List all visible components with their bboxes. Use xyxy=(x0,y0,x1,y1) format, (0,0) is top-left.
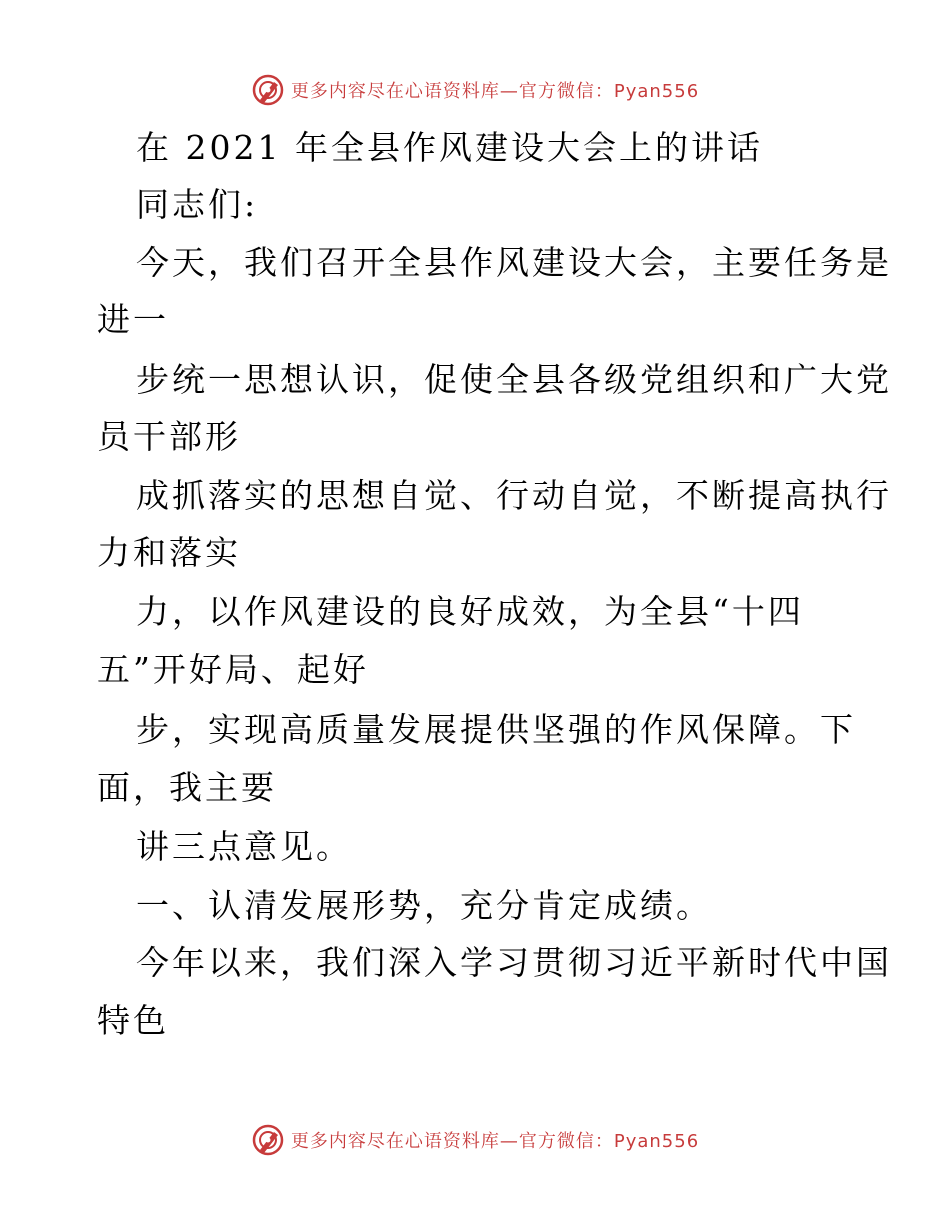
pen-nib-logo-icon xyxy=(251,73,285,107)
paragraph-line: 五”开好局、起好 xyxy=(97,650,369,689)
paragraph-line: 今年以来，我们深入学习贯彻习近平新时代中国 xyxy=(136,943,892,982)
section-heading: 一、认清发展形势，充分肯定成绩。 xyxy=(136,886,712,925)
paragraph-line: 力，以作风建设的良好成效，为全县“十四 xyxy=(136,592,804,631)
paragraph-line: 员干部形 xyxy=(97,417,241,456)
paragraph-line: 特色 xyxy=(97,1001,169,1040)
paragraph-line: 进一 xyxy=(97,300,169,339)
watermark-text: 更多内容尽在心语资料库—官方微信：Pyan556 xyxy=(290,1131,700,1152)
paragraph-line: 步统一思想认识，促使全县各级党组织和广大党 xyxy=(136,360,892,399)
footer-watermark xyxy=(0,1120,950,1160)
watermark-account: Pyan556 xyxy=(613,1131,700,1152)
header-watermark xyxy=(0,70,950,110)
paragraph-line: 今天，我们召开全县作风建设大会，主要任务是 xyxy=(136,243,892,282)
paragraph-line: 讲三点意见。 xyxy=(136,827,352,866)
salutation: 同志们: xyxy=(136,185,259,224)
pen-nib-logo-icon xyxy=(251,1123,285,1157)
watermark-account: Pyan556 xyxy=(613,81,700,102)
document-title: 在 2021 年全县作风建设大会上的讲话 xyxy=(136,128,763,167)
paragraph-line: 成抓落实的思想自觉、行动自觉，不断提高执行 xyxy=(136,476,892,515)
watermark-text: 更多内容尽在心语资料库—官方微信：Pyan556 xyxy=(290,81,700,102)
paragraph-line: 力和落实 xyxy=(97,533,241,572)
paragraph-line: 步，实现高质量发展提供坚强的作风保障。下 xyxy=(136,710,856,749)
paragraph-line: 面，我主要 xyxy=(97,768,277,807)
